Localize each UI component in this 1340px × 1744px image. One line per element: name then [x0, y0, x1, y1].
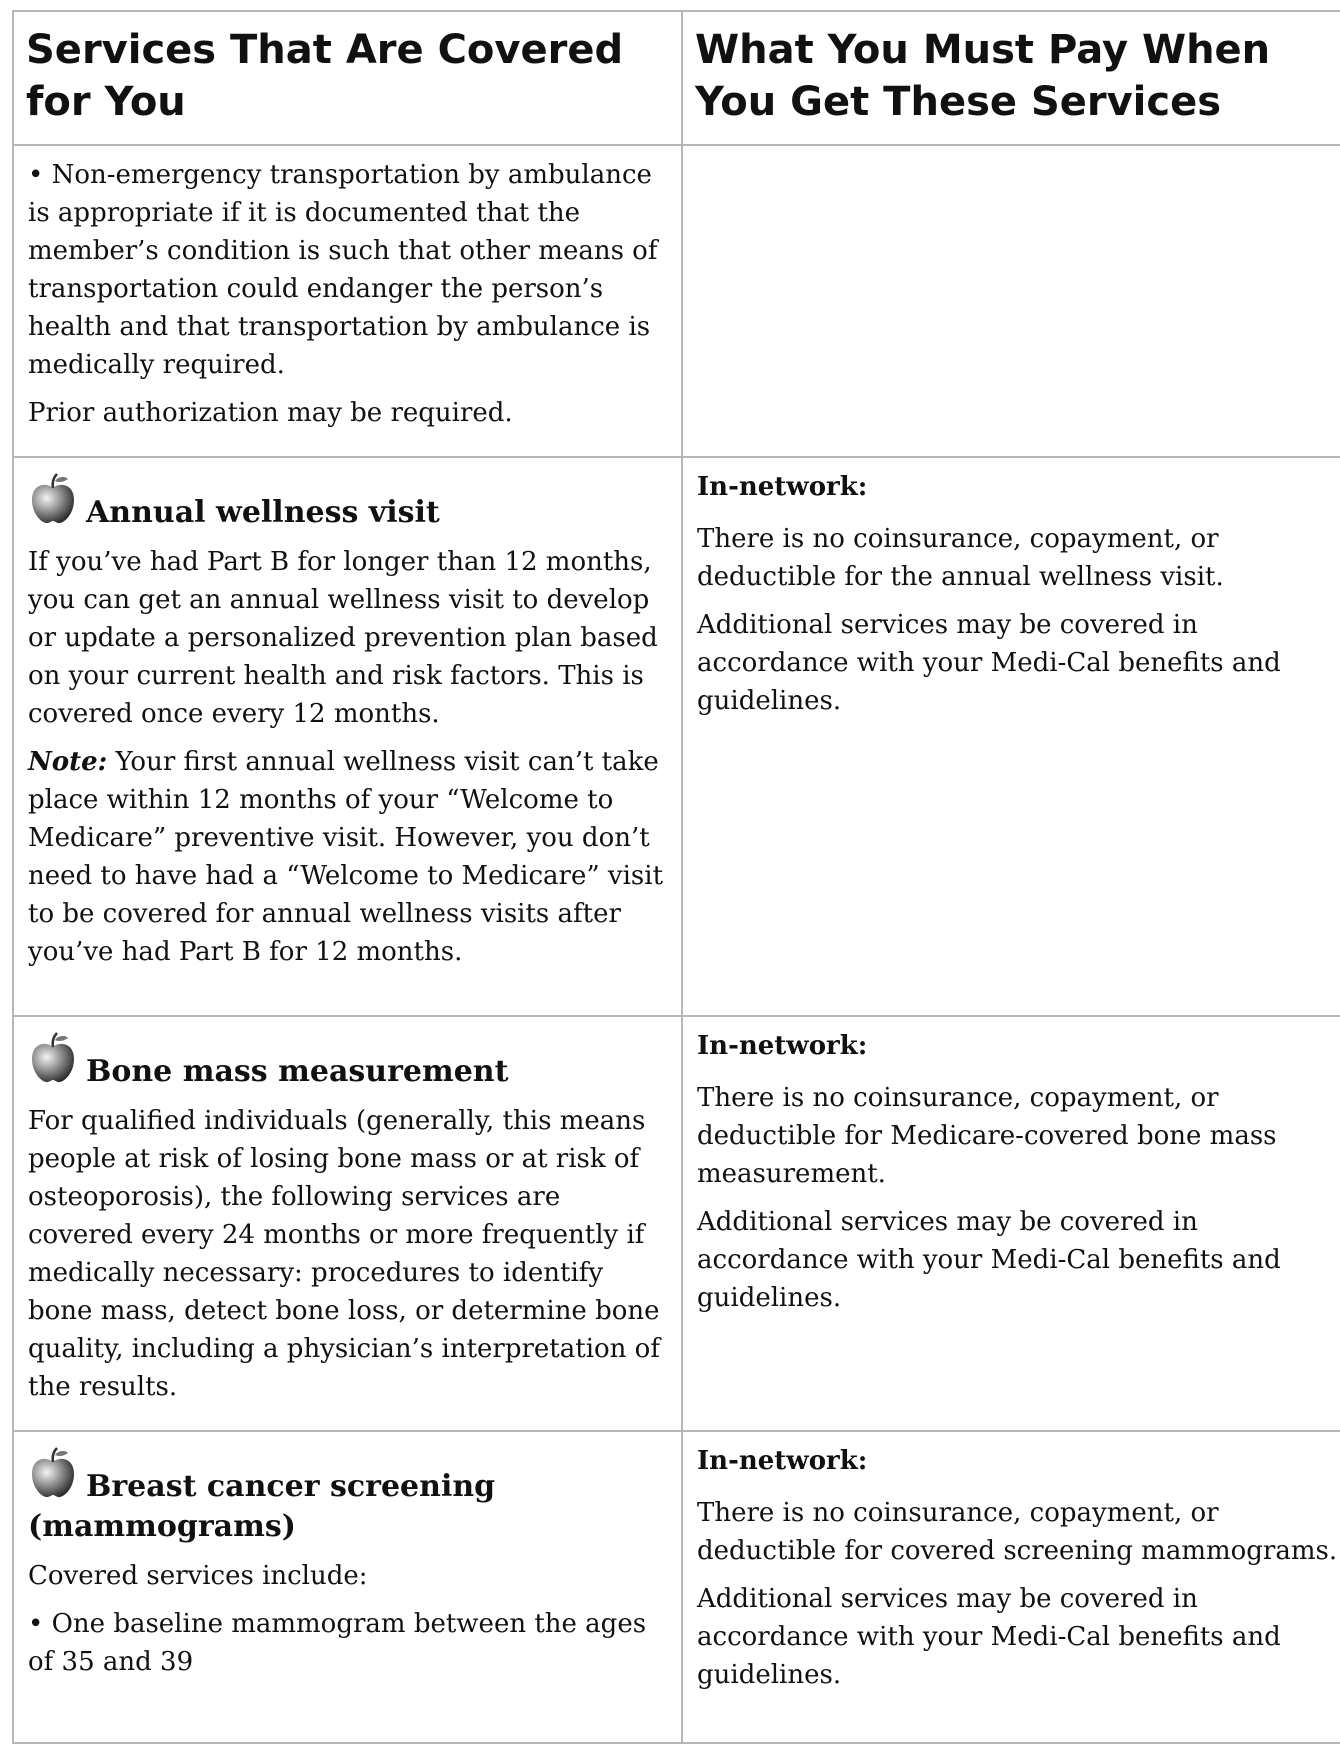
apple-icon — [28, 1031, 78, 1085]
cost-text: There is no coinsurance, copayment, or deductible for the annual wellness visit. — [697, 524, 1224, 592]
note-label: Note: — [28, 747, 108, 777]
benefits-table — [12, 10, 1340, 1744]
cost-text: There is no coinsurance, copayment, or deductible for covered screening mammograms. — [697, 1498, 1338, 1566]
service-text: • One baseline mammogram between the ages of 35 and 39 — [28, 1609, 647, 1677]
cost-text: Additional services may be covered in accordance with your Medi-Cal benefits and guidelines. — [697, 1584, 1281, 1690]
service-title — [28, 472, 667, 533]
cost-text: Additional services may be covered in accordance with your Medi-Cal benefits and guidelines. — [697, 610, 1281, 716]
service-note — [28, 743, 667, 971]
cost-text: There is no coinsurance, copayment, or deductible for Medicare-covered bone mass measurement. — [697, 1083, 1277, 1189]
in-network-label: In-network: — [697, 472, 868, 502]
cost-cell — [682, 457, 1340, 1016]
note-text: Your first annual wellness visit can’t take place within 12 months of your “Welcome to Medicare” preventive visit. However, you don’t need to have had a “Welcome to Medicare” visit to be covered for annual wellness visits after you’ve had Part B for 12 months. — [28, 747, 664, 967]
table-row — [13, 457, 1340, 1016]
service-text: Prior authorization may be required. — [28, 398, 513, 428]
header-what-you-pay: What You Must Pay When You Get These Services — [682, 11, 1340, 145]
cost-cell — [682, 145, 1340, 457]
service-title-text: Breast cancer screening (mammograms) — [28, 1469, 496, 1544]
header-covered-services: Services That Are Covered for You — [13, 11, 682, 145]
service-cell — [13, 1431, 682, 1743]
table-row — [13, 145, 1340, 457]
service-title — [28, 1031, 667, 1092]
service-cell — [13, 1016, 682, 1431]
service-title — [28, 1446, 667, 1547]
service-title-text: Bone mass measurement — [86, 1054, 509, 1089]
service-text: For qualified individuals (generally, this means people at risk of losing bone mass or at risk of osteoporosis), the following services are covered every 24 months or more frequently if medically necessary: procedures to identify bone mass, detect bone loss, or determine bone quality, including a physician’s interpretation of the results. — [28, 1106, 660, 1402]
service-text: If you’ve had Part B for longer than 12 months, you can get an annual wellness visit to develop or update a personalized prevention plan based on your current health and risk factors. This is covered once every 12 months. — [28, 547, 658, 729]
in-network-label: In-network: — [697, 1031, 868, 1061]
in-network-label: In-network: — [697, 1446, 868, 1476]
service-cell — [13, 145, 682, 457]
cost-text: Additional services may be covered in accordance with your Medi-Cal benefits and guidelines. — [697, 1207, 1281, 1313]
table-header-row — [13, 11, 1340, 145]
service-text: Covered services include: — [28, 1561, 368, 1591]
service-cell — [13, 457, 682, 1016]
service-text: • Non-emergency transportation by ambulance is appropriate if it is documented that the member’s condition is such that other means of transportation could endanger the person’s health and that transportation by ambulance is medically required. — [28, 160, 658, 380]
cost-cell — [682, 1431, 1340, 1743]
apple-icon — [28, 472, 78, 526]
service-title-text: Annual wellness visit — [86, 495, 440, 530]
table-row — [13, 1431, 1340, 1743]
apple-icon — [28, 1446, 78, 1500]
table-row — [13, 1016, 1340, 1431]
cost-cell — [682, 1016, 1340, 1431]
